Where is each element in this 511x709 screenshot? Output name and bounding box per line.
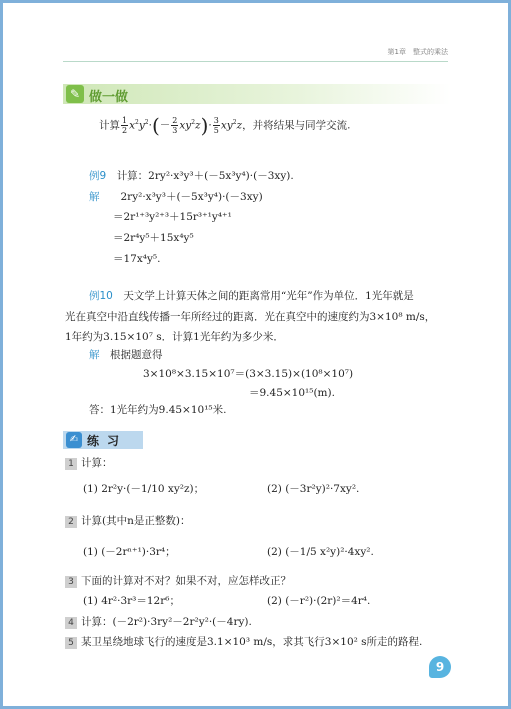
try-section-text: 计算 $\frac{1}{2}$ $x^2y^2\cdot(-$ $\frac{2}{3}$ $xy^2z)\cdot$ $\frac{3}{5}$ $xy^2z$，并将结果与同学交流. (99, 113, 351, 138)
example10-solution: 解 根据题意得 (89, 349, 163, 361)
example10-text-line: 光在真空中沿直线传播一年所经过的距离．光在真空中的速度约为3×10⁸ m/s， (65, 311, 436, 323)
practice-part: (1) 2r²y·(－1/10 xy²z)； (83, 483, 205, 495)
try-section-title: 做一做 (89, 90, 129, 105)
example9-step: ＝2r⁴y⁵＋15x⁴y⁵ (113, 232, 194, 244)
header-divider (63, 61, 448, 62)
chapter-header: 第1章 整式的乘法 (387, 48, 448, 56)
practice-part: (2) (－1/5 x²y)²·4xy². (267, 546, 374, 558)
example10-calc: ＝9.45×10¹⁵(m). (249, 387, 335, 399)
item-number: 1 (65, 458, 77, 470)
try-section-banner (63, 84, 451, 104)
example9-step: ＝2r¹⁺³y²⁺³＋15r³⁺¹y⁴⁺¹ (113, 211, 232, 223)
item-number: 5 (65, 637, 77, 649)
practice-title: 练习 (87, 434, 128, 448)
practice-item: 5 某卫星绕地球飞行的速度是3.1×10³ m/s，求其飞行3×10² s所走的路程. (65, 634, 422, 649)
example9-step: ＝17x⁴y⁵. (113, 253, 161, 265)
practice-part: (1) (－2rⁿ⁺¹)·3r⁴； (83, 546, 176, 558)
page-number-badge: 9 (429, 656, 451, 678)
example9-step: 解 2ry²·x³y³＋(－5x³y⁴)·(－3xy) (89, 191, 263, 203)
solution-label: 解 (89, 349, 100, 361)
pencil-icon: ✎ (66, 85, 84, 103)
practice-part: (2) (－r²)·(2r)²＝4r⁴. (267, 595, 371, 607)
item-number: 3 (65, 576, 77, 588)
example9-question: 例9 计算：2ry²·x³y³＋(－5x³y⁴)·(－3xy). (89, 170, 294, 182)
item-number: 2 (65, 516, 77, 528)
item-number: 4 (65, 617, 77, 629)
notebook-icon: ✍ (66, 432, 82, 448)
practice-part: (1) 4r²·3r³＝12r⁶； (83, 595, 180, 607)
practice-item: 4 计算：(－2r²)·3ry²－2r²y²·(－4ry). (65, 614, 252, 629)
solution-label: 解 (89, 191, 100, 203)
example9-label: 例9 (89, 170, 107, 182)
example10-label: 例10 (89, 290, 113, 302)
example10-calc: 3×10⁸×3.15×10⁷＝(3×3.15)×(10⁸×10⁷) (143, 368, 354, 380)
example10-text-line: 例10 天文学上计算天体之间的距离常用“光年”作为单位．1光年就是 (89, 290, 414, 302)
practice-item: 2 计算(其中n是正整数)： (65, 513, 190, 528)
example10-answer: 答：1光年约为9.45×10¹⁵米. (89, 404, 227, 416)
practice-part: (2) (－3r²y)²·7xy². (267, 483, 360, 495)
example10-text-line: 1年约为3.15×10⁷ s．计算1光年约为多少米． (65, 331, 284, 343)
practice-item: 3 下面的计算对不对？如果不对，应怎样改正？ (65, 573, 291, 588)
practice-item: 1 计算： (65, 455, 113, 470)
practice-banner (63, 431, 143, 449)
